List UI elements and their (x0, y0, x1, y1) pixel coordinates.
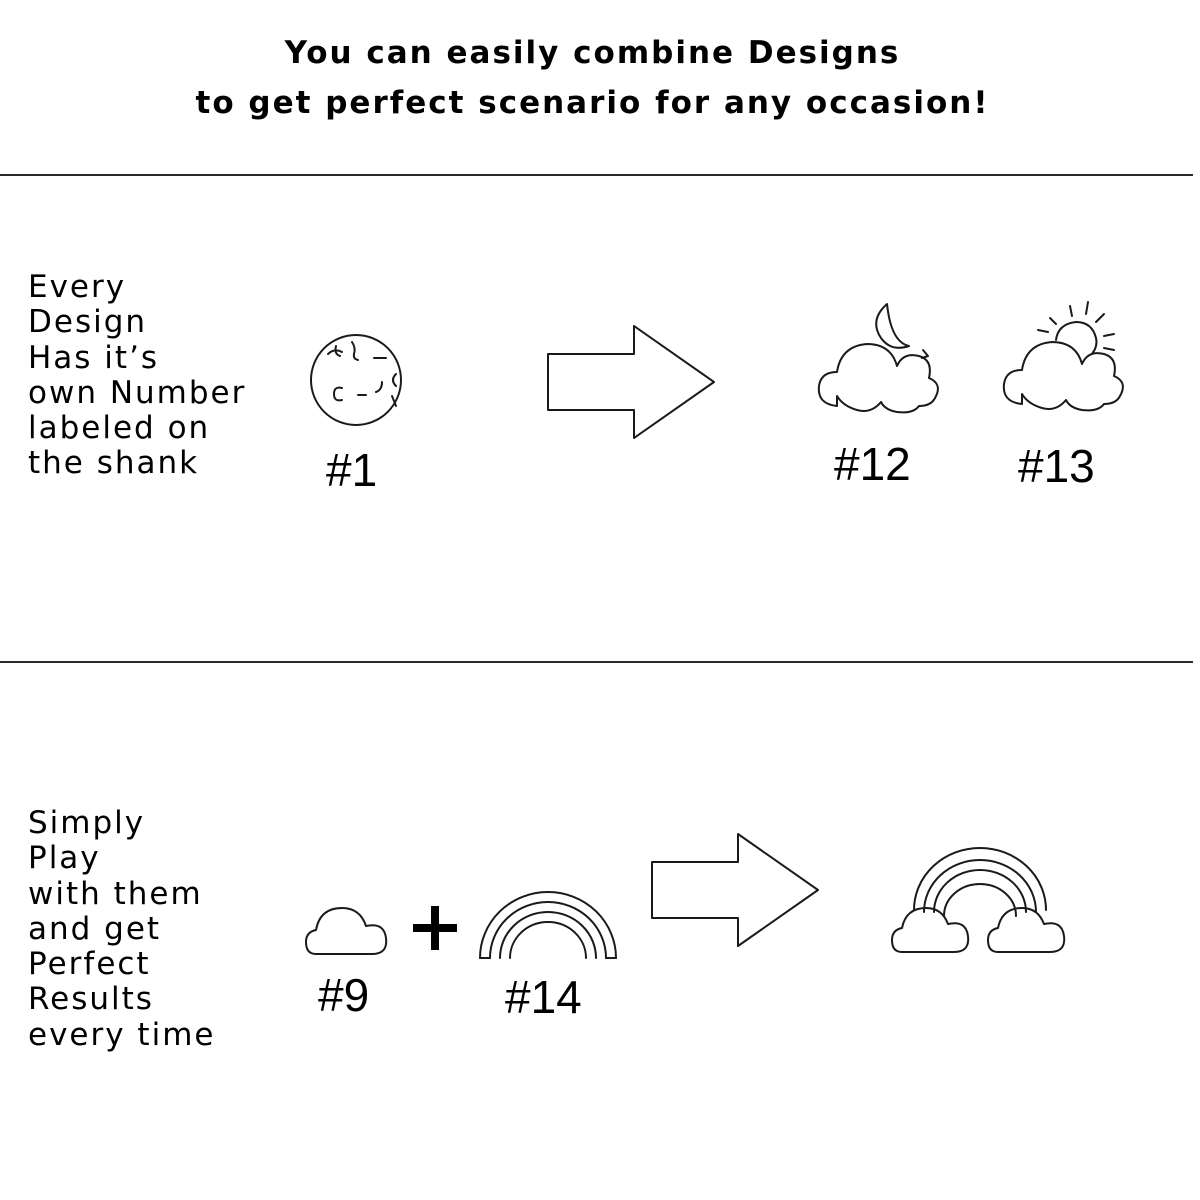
divider-top (0, 174, 1193, 176)
plus-icon (413, 906, 457, 955)
header-line-2: to get perfect scenario for any occasion! (195, 85, 990, 121)
header-line-1: You can easily combine Designs (284, 35, 901, 71)
section2-line: with them (28, 875, 203, 912)
section2-line: every time (28, 1016, 216, 1053)
cloud-sun-icon (1000, 300, 1124, 414)
section2-line: Play (28, 840, 101, 877)
section1-line: the shank (28, 445, 200, 482)
label-cloud-moon: #12 (834, 438, 911, 490)
label-moon: #1 (326, 444, 378, 496)
section2-line: Simply (28, 805, 146, 841)
section2-description (28, 806, 215, 1053)
cloud-moon-icon (815, 302, 935, 414)
rainbow-icon (478, 890, 618, 960)
section2-line: and get (28, 910, 162, 947)
section1-description (28, 270, 246, 482)
section1-line: Has it’s (28, 339, 160, 376)
header-title (0, 28, 1185, 128)
label-rainbow: #14 (505, 971, 582, 1023)
cloud-icon (304, 904, 388, 956)
arrow-right-icon (650, 832, 822, 948)
rainbow-with-clouds-icon (890, 846, 1072, 956)
section1-line: Design (28, 304, 148, 341)
section2-line: Results (28, 981, 154, 1018)
section1-line: labeled on (28, 410, 211, 447)
full-moon-icon (308, 332, 404, 428)
divider-middle (0, 661, 1193, 663)
arrow-right-icon (546, 324, 718, 440)
label-cloud: #9 (318, 969, 370, 1021)
section1-line: own Number (28, 374, 247, 411)
label-cloud-sun: #13 (1018, 440, 1095, 492)
section1-line: Every (28, 269, 127, 305)
section2-line: Perfect (28, 946, 151, 983)
